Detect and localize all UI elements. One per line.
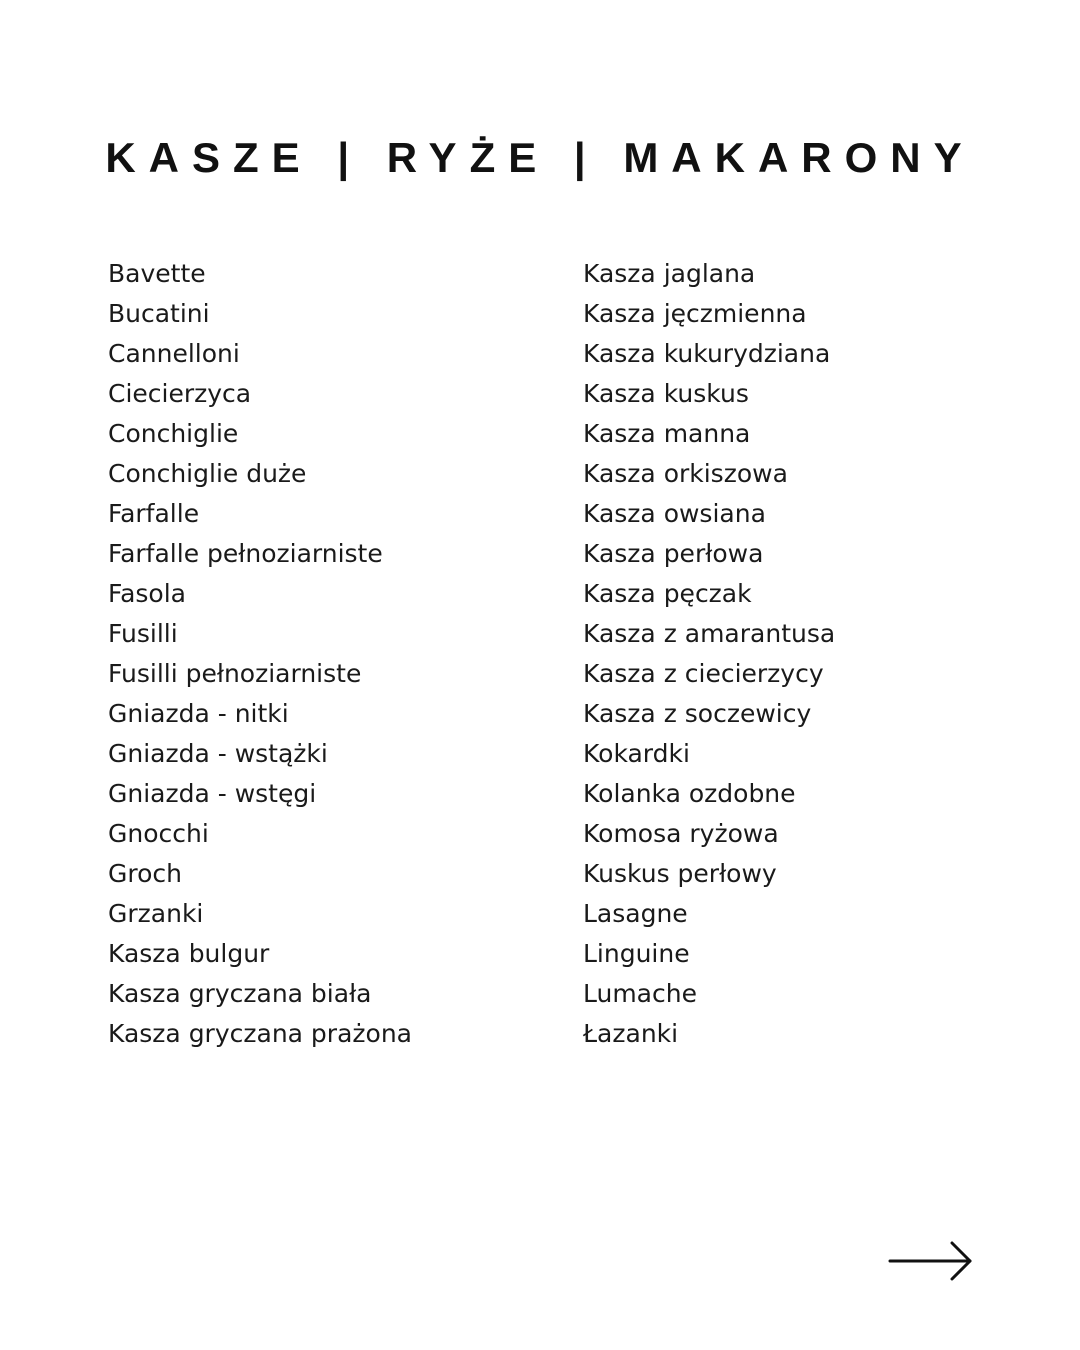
- list-item: Komosa ryżowa: [583, 819, 779, 848]
- arrow-right-icon[interactable]: [888, 1240, 976, 1282]
- list-item: Farfalle: [108, 499, 200, 528]
- list-item: Grzanki: [108, 899, 204, 928]
- list-item: Conchiglie: [108, 419, 239, 448]
- list-item: Gniazda - wstążki: [108, 739, 328, 768]
- list-item: Kasza z ciecierzycy: [583, 659, 824, 688]
- list-item: Kasza jęczmienna: [583, 299, 807, 328]
- list-item: Gnocchi: [108, 819, 209, 848]
- list-item: Linguine: [583, 939, 690, 968]
- list-item: Kasza z amarantusa: [583, 619, 836, 648]
- list-item: Lasagne: [583, 899, 688, 928]
- list-item: Kasza manna: [583, 419, 751, 448]
- list-item: Bucatini: [108, 299, 210, 328]
- arrow-right-icon-graphic: [888, 1240, 976, 1282]
- list-item: Kasza kukurydziana: [583, 339, 831, 368]
- list-item: Kasza pęczak: [583, 579, 752, 608]
- list-item: Groch: [108, 859, 182, 888]
- list-item: Kasza bulgur: [108, 939, 270, 968]
- list-item: Kokardki: [583, 739, 690, 768]
- list-item: Kasza z soczewicy: [583, 699, 812, 728]
- list-item: Gniazda - wstęgi: [108, 779, 317, 808]
- list-item: Ciecierzyca: [108, 379, 252, 408]
- list-item: Kasza perłowa: [583, 539, 764, 568]
- list-item: Lumache: [583, 979, 697, 1008]
- list-item: Conchiglie duże: [108, 459, 307, 488]
- list-item: Fusilli: [108, 619, 178, 648]
- list-item: Cannelloni: [108, 339, 240, 368]
- list-item: Kasza kuskus: [583, 379, 749, 408]
- list-item: Kolanka ozdobne: [583, 779, 796, 808]
- list-item: Fasola: [108, 579, 186, 608]
- list-item: Kasza orkiszowa: [583, 459, 788, 488]
- list-item: Kasza gryczana prażona: [108, 1019, 412, 1048]
- list-item: Farfalle pełnoziarniste: [108, 539, 383, 568]
- list-item: Kasza owsiana: [583, 499, 766, 528]
- right-column-list: [583, 254, 835, 1054]
- list-item: Łazanki: [583, 1019, 679, 1048]
- list-item: Kasza jaglana: [583, 259, 756, 288]
- list-item: Kuskus perłowy: [583, 859, 777, 888]
- list-item: Fusilli pełnoziarniste: [108, 659, 362, 688]
- list-item: Kasza gryczana biała: [108, 979, 372, 1008]
- page-title: KASZE | RYŻE | MAKARONY: [105, 134, 975, 182]
- list-item: Gniazda - nitki: [108, 699, 289, 728]
- list-item: Bavette: [108, 259, 206, 288]
- left-column-list: [108, 254, 412, 1054]
